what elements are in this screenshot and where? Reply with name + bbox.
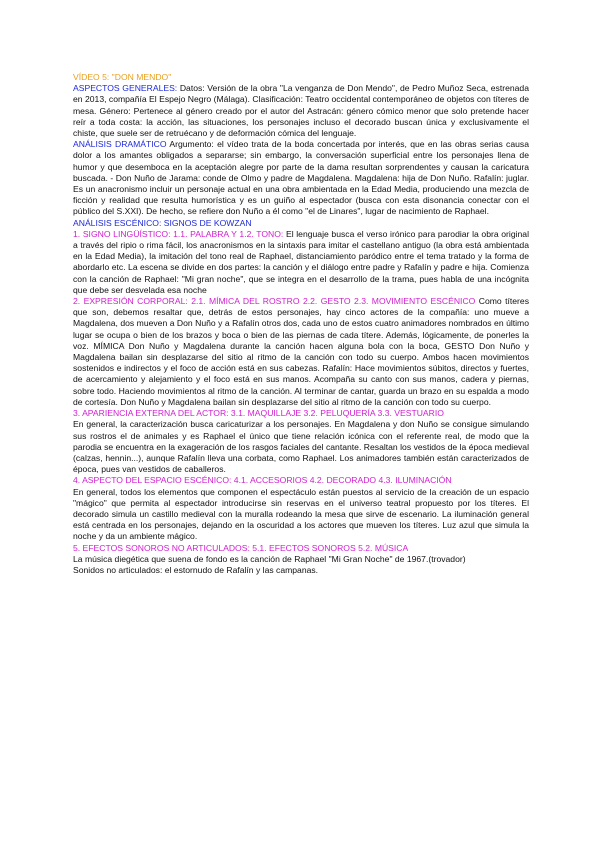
document-page — [73, 72, 529, 576]
section-efectos-text: La música diegética que suena de fondo es la canción de Raphael "Mi Gran Noche" de 1967.(trovador) Sonidos no articulados: el estornudo de Rafalín y las campanas. — [73, 553, 466, 575]
section-heading-espacio: 4. ASPECTO DEL ESPACIO ESCÉNICO: 4.1. ACCESORIOS 4.2. DECORADO 4.3. ILUMINACIÓN — [73, 475, 452, 486]
section-analisis-escenico: ANÁLISIS ESCÉNICO: SIGNOS DE KOWZAN — [73, 217, 252, 228]
section-espacio-text: En general, todos los elementos que componen el espectáculo están puestos al servicio de la creación de un espacio "mágico" que permita al espectador introducirse sin reservas en el universo teatral propuesto por los títeres. El decorado simula un castillo medieval con la muralla rodeando la mesa que sirve de escenario. La iluminación general está centrada en los personajes, dejando en la oscuridad a los actores que mueven los títeres. Luz azul que simula la noche y da un ambiente mágico. — [73, 486, 529, 542]
section-heading-efectos: 5. EFECTOS SONOROS NO ARTICULADOS: 5.1. EFECTOS SONOROS 5.2. MÚSICA — [73, 542, 409, 553]
section-text: Datos: Versión de la obra "La venganza de Don Mendo", de Pedro Muñoz Seca, estrenada en 2013, compañía El Espejo Negro (Málaga). Clasificación: Teatro occidental contemporáneo de objetos con títeres de mesa. Género: Pertenece al género creado por el autor del Astracán: género cómico menor que solo pretende hacer reír a toda costa: la acción, las situaciones, los personajes incluso el decorado buscan única y exclusivamente el chiste, que suele ser de retruécano y de deformación cómica del lenguaje. — [73, 83, 529, 139]
section-text: Argumento: el vídeo trata de la boda concertada por interés, que en las obras serias causa dolor a los amantes obligados a separarse; sin embargo, la conversación superficial entre los personajes llena de humor y que desemboca en la aceptación alegre por parte de la dama resultan sorprendentes y causan la caricatura buscada. - Don Nuño de Jarama: conde de Olmo y padre de Magdalena. Magdalena: hija de Don Nuño. Rafalín: juglar. Es un anacronismo incluir un personaje actual en una obra ambientada en la Edad Media, produciendo una mezcla de ficción y realidad que resulta humorística y es un guiño al espectador (busca con esta disonancia conectar con el público del S.XXI). De hecho, se refiere don Nuño a él como "el de Linares", lugar de nacimiento de Raphael. — [73, 139, 529, 217]
section-heading: 1. SIGNO LINGÜÍSTICO: 1.1. PALABRA Y 1.2. TONO: — [73, 228, 284, 239]
section-heading: ASPECTOS GENERALES: — [73, 83, 178, 94]
section-analisis-dramatico — [73, 139, 529, 217]
section-text: El lenguaje busca el verso irónico para parodiar la obra original a través del ripio o rima fácil, los anacronismos en la sintaxis para imitar el castellano antiguo (la obra está ambientada en la Edad Media), la imitación del tono real de Raphael, distanciamiento paródico entre el tema tratado y la forma de abordarlo etc. La escena se divide en dos partes: la canción y el diálogo entre padre y Rafalín y padre e hija. Comienza con la canción de Raphael: "Mi gran noche", que se integra en el desarrollo de la trama, pues habla de una incógnita que debe ser desvelada esa noche — [73, 228, 529, 295]
section-heading: ANÁLISIS DRAMÁTICO — [73, 139, 167, 150]
section-heading-apariencia: 3. APARIENCIA EXTERNA DEL ACTOR: 3.1. MAQUILLAJE 3.2. PELUQUERÍA 3.3. VESTUARIO — [73, 408, 444, 419]
section-apariencia-text: En general, la caracterización busca caricaturizar a los personajes. En Magdalena y don Nuño se consigue simulando sus rostros el de animales y es Raphael el único que tiene relación icónica con el referente real, de modo que la parodia se encuentra en la exageración de los rasgos faciales del cantante. Resaltan los vestidos de la época medieval (calzas, hennin...), aunque Rafalín lleva una corbata, como Raphael. Los animadores también están caracterizados de época, pues van vestidos de caballeros. — [73, 419, 529, 475]
section-aspectos-generales — [73, 83, 529, 139]
section-signo-linguistico — [73, 229, 529, 296]
section-expresion-corporal — [73, 296, 529, 408]
section-heading: 2. EXPRESIÓN CORPORAL: 2.1. MÍMICA DEL ROSTRO 2.2. GESTO 2.3. MOVIMIENTO ESCÉNICO — [73, 296, 476, 307]
section-text: Como títeres que son, debemos resaltar que, detrás de estos personajes, hay cinco actores de la compañía: uno mueve a Magdalena, dos mueven a Don Nuño y a Rafalín otros dos, cada uno de estos cuatro animadores nombrados en último lugar se ocupa o bien de los brazos y boca o bien de las piernas de cada títere. Además, lógicamente, de ponerles la voz. MÍMICA Don Nuño y Magdalena durante la canción hacen alguna bola con la boca, GESTO Don Nuño y Magdalena bailan sin desplazarse del sitio al ritmo de la canción con todo su cuerpo. Ambos hacen movimientos sostenidos e indirectos y el foco de acción está en sus cabezas. Rafalín: Hace movimientos súbitos, directos y fuertes, de acercamiento y alejamiento y el foco está en sus manos. Acompaña su canto con sus manos, cadera y piernas, sobre todo. Haciendo movimientos al ritmo de la canción. Al terminar de cantar, guarda un brazo en su espalda a modo de cortesía. Don Nuño y Magdalena bailan sin desplazarse del sitio al ritmo de la canción con todo su cuerpo. — [73, 296, 529, 407]
document-title: VÍDEO 5: "DON MENDO" — [73, 72, 172, 82]
